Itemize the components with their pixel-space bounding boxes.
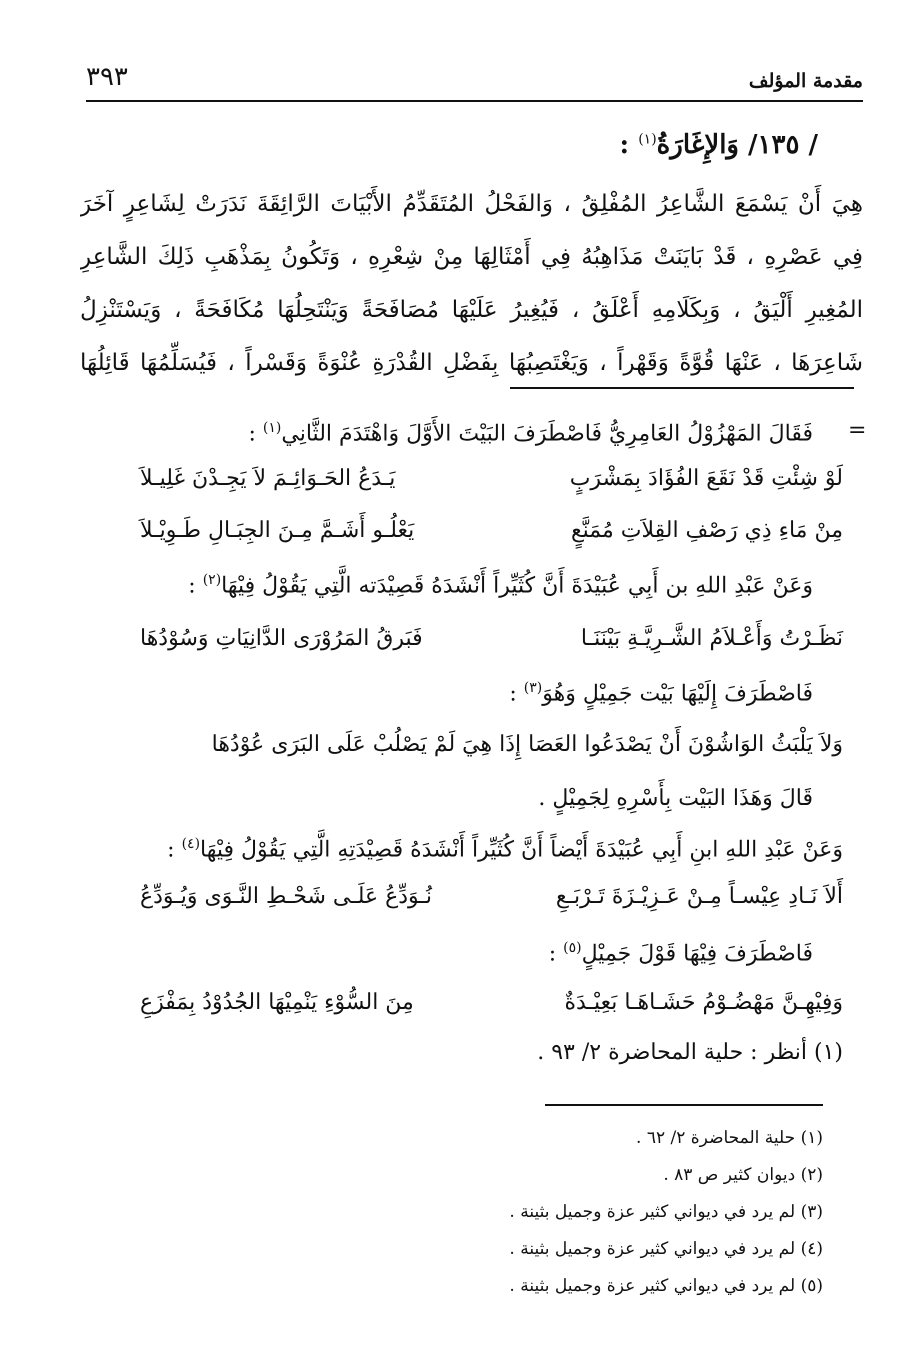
paragraph-line: فِي عَصْرِهِ ، قَدْ بَايَنَتْ مَذَاهِبُهُ فِي أَمْثَالِهَا مِنْ شِعْرِهِ ، وَتَكُونُ بِمَذْهَبِ ذَلِكَ الشَّاعِرِ [80, 244, 863, 270]
verse-line [140, 466, 843, 506]
paragraph-line: شَاعِرَهَا ، عَنْهَا قُوَّةً وَقَهْراً ، وَيَغْتَصِبُهَا بِفَضْلِ القُدْرَةِ عُنْوَةً وَقَسْراً ، فَيُسَلِّمُهَا قَائِلُهَا [80, 350, 863, 376]
header-title: مقدمة المؤلف [748, 70, 863, 92]
prose-text: فَاصْطَرَفَ إِلَيْهَا بَيْت جَمِيْلٍ وَهُوَ [542, 681, 813, 707]
verse-second-hemistich: مِنَ السُّوْءِ يَنْمِيْهَا الجُدُوْدُ بِمَفْزَعِ [140, 990, 414, 1015]
footnote-ref: (٢) [202, 572, 222, 588]
verse-second-hemistich: فَبَرقُ المَرُوْرَى الدَّانِيَاتِ وَسُوْدُهَا [140, 626, 423, 651]
prose-text: وَعَنْ عَبْدِ اللهِ ابنِ أَبِي عُبَيْدَةَ أَيْضاً أَنَّ كُثَيِّراً أَنْشَدَهُ قَصِيْدَتِهِ الَّتِي يَقُوْلُ فِيْهَا [200, 837, 843, 863]
footnote-ref: (١) [262, 420, 282, 436]
verse-line [140, 518, 843, 558]
page-number: ٣٩٣ [86, 62, 128, 92]
running-header [86, 60, 863, 100]
verse-first-hemistich: أَلاَ نَـادِ عِيْسـاً مِـنْ عَـزِيْـزَةَ تَـرْبَـعِ [555, 884, 843, 909]
continuation-mark: = [848, 418, 867, 443]
prose-tail: : [248, 421, 263, 447]
verse-line [140, 884, 843, 924]
prose-text: فَقَالَ المَهْزُوْلُ العَامِرِيُّ فَاصْطَرَفَ البَيْتَ الأَوَّلَ وَاهْتَدَمَ الثَّانِي [281, 421, 813, 447]
prose-tail: : [509, 681, 524, 707]
footnote-separator-upper [510, 387, 854, 389]
verse-line [140, 626, 843, 666]
prose-tail: : [188, 573, 203, 599]
paragraph-line: هِيَ أَنْ يَسْمَعَ الشَّاعِرُ المُفْلِقُ ، وَالفَحْلُ المُتَقَدِّمُ الأَبْيَاتَ الرَّائِقَةَ نَدَرَتْ لِشَاعِرٍ آخَرَ [80, 191, 863, 217]
prose-tail: : [167, 837, 182, 863]
prose-line [188, 572, 813, 598]
prose-line: قَالَ وَهَذَا البَيْت بِأَسْرِهِ لِجَمِيْلٍ . [538, 786, 813, 811]
prose-line [249, 420, 813, 446]
prose-line [509, 680, 813, 706]
inline-footnote: (١) أنظر : حلية المحاضرة ٢/ ٩٣ . [537, 1040, 843, 1065]
verse-first-hemistich: مِنْ مَاءِ ذِي رَصْفِ القِلاَتِ مُمَنَّعٍ [570, 518, 843, 543]
section-heading [620, 130, 818, 160]
prose-line [549, 940, 813, 966]
footnote: (٣) لم يرد في ديواني كثير عزة وجميل بثينة . [509, 1202, 823, 1222]
prose-text: وَعَنْ عَبْدِ اللهِ بن أَبِي عُبَيْدَةَ أَنَّ كُثَيِّراً أَنْشَدَهُ قَصِيْدَته الَّتِي يَقُوْلُ فِيْهَا [221, 573, 813, 599]
verse-first-hemistich: وَفِيْهِـنَّ مَهْضُـوْمُ حَشَـاهَـا بَعِيْـدَةٌ [564, 990, 843, 1015]
section-heading-tail: : [619, 130, 639, 160]
footnote-ref: (٣) [523, 680, 543, 696]
verse-second-hemistich: نُـوَدِّعُ عَلَـى شَحْـطِ النَّـوَى وَيُـوَدِّعُ [140, 884, 432, 909]
prose-tail: : [548, 941, 564, 967]
section-heading-text: / ١٣٥/ وَالإِغَارَةُ [656, 130, 818, 160]
verse-second-hemistich: يَعْلُـو أَشَـمَّ مِـنَ الجِبَـالِ طَـوِيْـلاَ [140, 518, 415, 543]
prose-line [167, 836, 843, 862]
footnote-ref: (٤) [181, 836, 201, 852]
verse-first-hemistich: نَظَـرْتُ وَأَعْـلاَمُ الشَّـرِيَّـةِ بَيْنَنَـا [580, 626, 843, 651]
footnote-separator [545, 1104, 823, 1106]
footnote-ref: (٥) [563, 940, 582, 956]
verse-line [140, 990, 843, 1030]
footnote: (٢) ديوان كثير ص ٨٣ . [663, 1165, 823, 1185]
footnote: (١) حلية المحاضرة ٢/ ٦٢ . [636, 1128, 823, 1148]
section-heading-ref: (١) [638, 131, 657, 148]
definition-paragraph [80, 178, 863, 390]
footnote: (٤) لم يرد في ديواني كثير عزة وجميل بثينة . [509, 1239, 823, 1259]
verse-first-hemistich: لَوْ شِئْتِ قَدْ نَقَعَ الفُؤَادَ بِمَشْرَبٍ [569, 466, 843, 491]
prose-text: فَاصْطَرَفَ فِيْهَا قَوْلَ جَمِيْلٍ [581, 941, 813, 967]
header-rule [86, 100, 863, 102]
footnote: (٥) لم يرد في ديواني كثير عزة وجميل بثينة . [509, 1276, 823, 1296]
paragraph-line: المُغِيرِ أَلْيَقُ ، وَبِكَلَامِهِ أَعْلَقُ ، فَيُغِيرُ عَلَيْهَا مُصَافَحَةً وَيَنْتَحِلُهَا مُكَافَحَةً ، وَيَسْتَنْزِلُ [80, 297, 863, 323]
verse-second-hemistich: يَـدَعُ الحَـوَائِـمَ لاَ يَجِـدْنَ غَلِيـلاَ [140, 466, 396, 491]
verse-single-line: وَلاَ يَلْبَثُ الوَاشُوْنَ أَنْ يَصْدَعُوا العَصَا إِذَا هِيَ لَمْ يَصْلُبْ عَلَى البَرَى عُوْدُهَا [211, 732, 843, 757]
